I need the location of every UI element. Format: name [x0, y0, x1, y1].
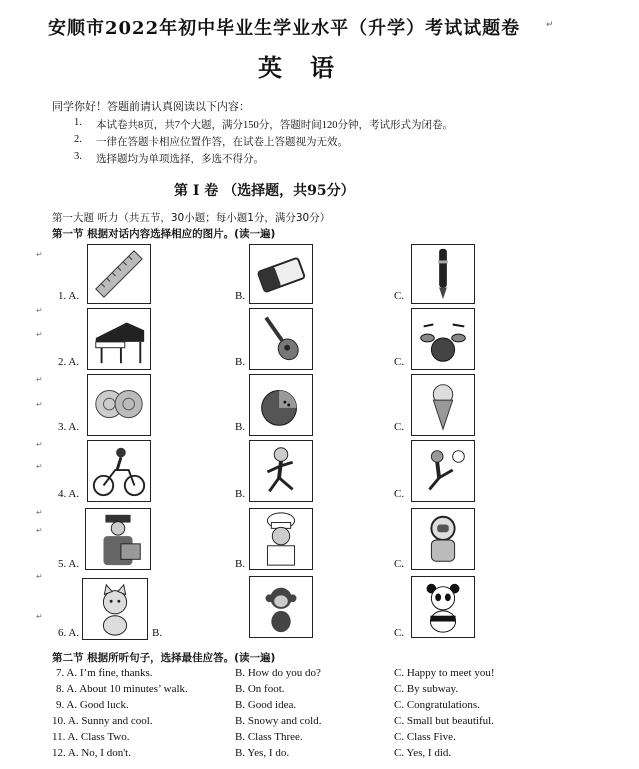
note-text: 一律在答题卡相应位置作答，在试卷上答题视为无效。: [96, 137, 348, 148]
option-a-image[interactable]: [82, 578, 148, 640]
note-text: 选择题均为单项选择，多选不得分。: [96, 154, 264, 165]
option-c-label: C.: [394, 421, 405, 433]
answer-option-b[interactable]: B. Class Three.: [235, 731, 303, 743]
option-c-image[interactable]: [411, 374, 475, 436]
option-b-image[interactable]: [249, 508, 313, 570]
answer-option-c[interactable]: C. Happy to meet you!: [394, 667, 495, 679]
answer-option-a[interactable]: 11. A. Class Two.: [52, 731, 130, 743]
option-a-image[interactable]: [87, 244, 151, 304]
option-b-label: B.: [152, 627, 163, 639]
option-a-image[interactable]: [87, 440, 151, 502]
answer-option-b[interactable]: B. How do you do?: [235, 667, 321, 679]
answer-option-a[interactable]: 10. A. Sunny and cool.: [52, 715, 153, 727]
option-b-label: B.: [235, 488, 246, 500]
option-a-image[interactable]: [87, 308, 151, 370]
answer-option-c[interactable]: C. By subway.: [394, 683, 459, 695]
option-c-label: C.: [394, 290, 405, 302]
option-b-label: B.: [235, 421, 246, 433]
note-number: 2.: [74, 134, 82, 145]
option-c-image[interactable]: [411, 308, 475, 370]
option-b-image[interactable]: [249, 244, 313, 304]
option-b-label: B.: [235, 558, 246, 570]
answer-option-b[interactable]: B. On foot.: [235, 683, 285, 695]
chef-icon: [250, 509, 312, 569]
answer-option-c[interactable]: C. Class Five.: [394, 731, 456, 743]
option-c-image[interactable]: [411, 440, 475, 502]
option-b-image[interactable]: [249, 308, 313, 370]
answer-option-a[interactable]: 8. A. About 10 minutes’ walk.: [56, 683, 188, 695]
question-label: 4. A.: [58, 488, 80, 500]
answer-option-a[interactable]: 12. A. No, I don't.: [52, 747, 131, 759]
option-b-image[interactable]: [249, 374, 313, 436]
question-label: 6. A.: [58, 627, 80, 639]
note-text: 本试卷共8页，共7个大题，满分150分，答题时间120分钟，考试形式为闭卷。: [96, 120, 453, 131]
postman-icon: [86, 509, 150, 569]
answer-option-b[interactable]: B. Snowy and cold.: [235, 715, 322, 727]
question-label: 3. A.: [58, 421, 80, 433]
option-b-image[interactable]: [249, 576, 313, 638]
running-boy-icon: [250, 441, 312, 501]
astronaut-icon: [412, 509, 474, 569]
section-one-title: 第一节 根据对话内容选择相应的图片。(读一遍): [52, 228, 276, 240]
paragraph-mark: ↵: [546, 20, 554, 30]
answer-option-a[interactable]: 9. A. Good luck.: [56, 699, 129, 711]
option-c-image[interactable]: [411, 244, 475, 304]
answer-option-a[interactable]: 7. A. I’m fine, thanks.: [56, 667, 153, 679]
option-a-image[interactable]: [87, 374, 151, 436]
option-c-label: C.: [394, 627, 405, 639]
ice-cream-icon: [412, 375, 474, 435]
option-c-image[interactable]: [411, 508, 475, 570]
option-c-label: C.: [394, 488, 405, 500]
option-c-label: C.: [394, 356, 405, 368]
answer-option-b[interactable]: B. Good idea.: [235, 699, 297, 711]
drum-kit-icon: [412, 309, 474, 369]
greeting: 同学你好！答题前请认真阅读以下内容：: [52, 100, 250, 113]
option-c-image[interactable]: [411, 576, 475, 638]
option-c-label: C.: [394, 558, 405, 570]
cat-icon: [83, 579, 147, 639]
question-label: 2. A.: [58, 356, 80, 368]
note-number: 3.: [74, 151, 82, 162]
guitar-icon: [250, 309, 312, 369]
section-two-title: 第二节 根据所听句子，选择最佳应答。(读一遍): [52, 652, 276, 664]
part-one-title: 第一大题 听力（共五节，30小题；每小题1分，满分30分）: [52, 212, 331, 224]
option-b-label: B.: [235, 290, 246, 302]
soccer-player-icon: [412, 441, 474, 501]
answer-option-c[interactable]: C. Congratulations.: [394, 699, 480, 711]
subject-title: 英语: [258, 53, 362, 82]
answer-option-c[interactable]: C. Small but beautiful.: [394, 715, 494, 727]
option-a-image[interactable]: [85, 508, 151, 570]
eraser-icon: [250, 245, 312, 303]
question-label: 1. A.: [58, 290, 80, 302]
pen-icon: [412, 245, 474, 303]
cycling-icon: [88, 441, 150, 501]
option-b-image[interactable]: [249, 440, 313, 502]
note-number: 1.: [74, 117, 82, 128]
volume-title: 第 I 卷 （选择题，共95分）: [174, 183, 355, 199]
mooncake-icon: [88, 375, 150, 435]
panda-icon: [412, 577, 474, 637]
question-label: 5. A.: [58, 558, 80, 570]
exam-title: 安顺市2022年初中毕业生学业水平（升学）考试试题卷: [48, 18, 521, 39]
ruler-icon: [88, 245, 150, 303]
piano-icon: [88, 309, 150, 369]
watermelon-icon: [250, 375, 312, 435]
answer-option-b[interactable]: B. Yes, I do.: [235, 747, 290, 759]
option-b-label: B.: [235, 356, 246, 368]
answer-option-c[interactable]: C. Yes, I did.: [394, 747, 452, 759]
monkey-icon: [250, 577, 312, 637]
